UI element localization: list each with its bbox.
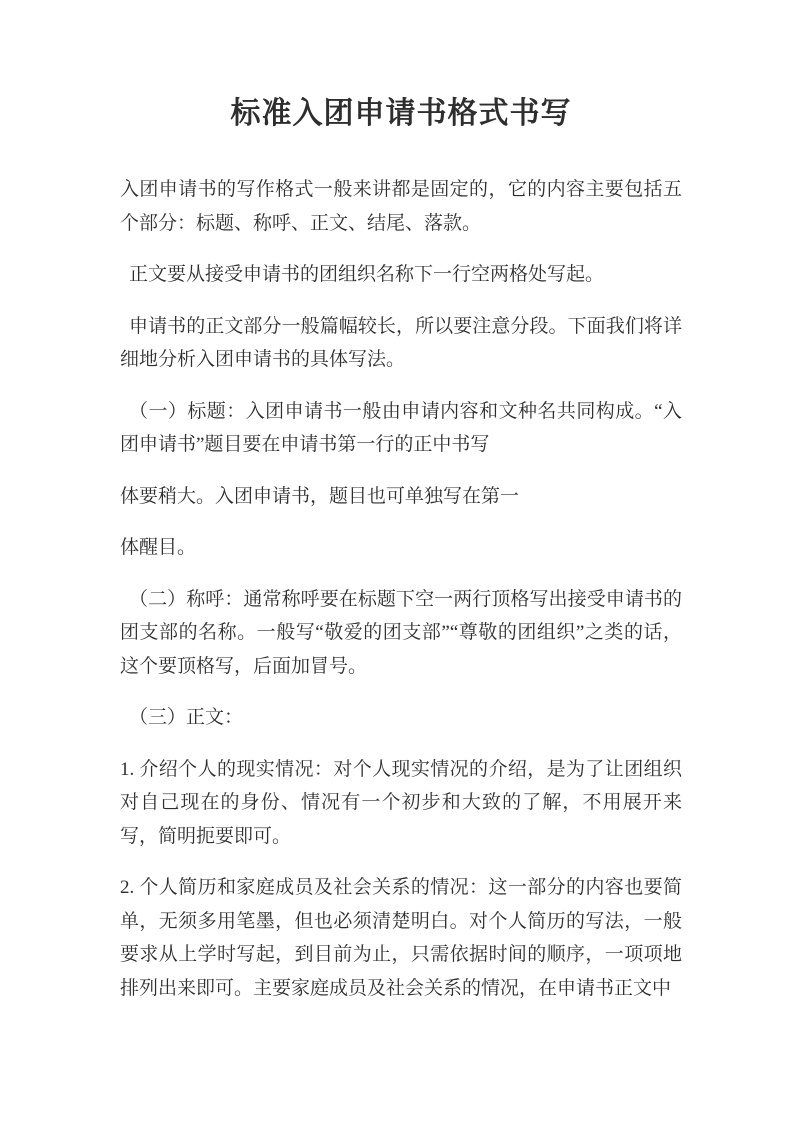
paragraph-title-size-fragment: 体要稍大。入团申请书，题目也可单独写在第一 (120, 485, 520, 507)
paragraph-section-salutation: （二）称呼：通常称呼要在标题下空一两行顶格写出接受申请书的团支部的名称。一般写“敬爱的团支部”“尊敬的团组织”之类的话，这个要顶格写，后面加冒号。 (120, 588, 682, 677)
paragraph-body-length-rule: 申请书的正文部分一般篇幅较长，所以要注意分段。下面我们将详细地分析入团申请书的具体写法。 (120, 315, 682, 370)
paragraph-section-title: （一）标题：入团申请书一般由申请内容和文种名共同构成。“入团申请书”题目要在申请书第一行的正中书写 (120, 400, 682, 455)
paragraph-intro: 入团申请书的写作格式一般来讲都是固定的，它的内容主要包括五个部分：标题、称呼、正文、结尾、落款。 (120, 179, 682, 234)
paragraph-title-fragment: 体醒目。 (120, 537, 197, 558)
paragraph-section-body-heading: （三）正文： (129, 707, 244, 728)
document-title: 标准入团申请书格式书写 (230, 97, 572, 130)
paragraph-item-2-resume-family: 2. 个人简历和家庭成员及社会关系的情况：这一部分的内容也要简单，无须多用笔墨，但也必须清楚明白。对个人简历的写法，一般要求从上学时写起，到目前为止，只需依据时间的顺序，一项项地排列出来即可。主要家庭成员及社会关系的情况，在申请书正文中 (120, 877, 682, 999)
paragraph-body-start-rule: 正文要从接受申请书的团组织名称下一行空两格处写起。 (129, 264, 605, 285)
paragraph-item-1-personal-situation: 1. 介绍个人的现实情况：对个人现实情况的介绍，是为了让团组织对自己现在的身份、情况有一个初步和大致的了解，不用展开来写，简明扼要即可。 (120, 758, 682, 847)
